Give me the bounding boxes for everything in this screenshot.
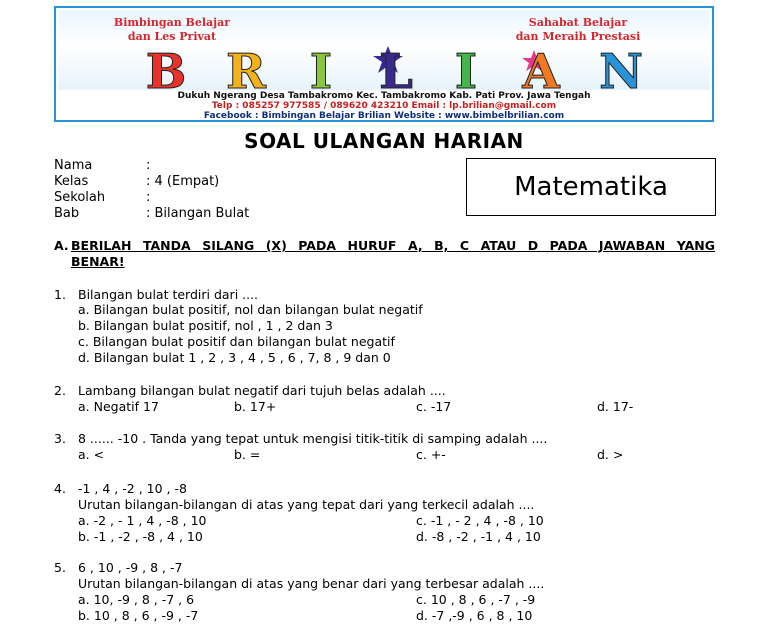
- answer-option[interactable]: b. 17+: [234, 399, 277, 414]
- brilian-logo: [96, 44, 676, 90]
- question-text: Bilangan bulat terdiri dari ....: [78, 287, 259, 302]
- field-value-kelas: : 4 (Empat): [146, 174, 220, 189]
- answer-option[interactable]: c. Bilangan bulat positif dan bilangan bulat negatif: [78, 334, 395, 349]
- banner-address: Dukuh Ngerang Desa Tambakromo Kec. Tambakromo Kab. Pati Prov. Jawa Tengah: [177, 91, 591, 101]
- question-number: 1.: [54, 287, 66, 302]
- field-value-sekolah: :: [146, 190, 151, 205]
- question-number: 5.: [54, 560, 66, 575]
- answer-option[interactable]: c. +-: [416, 447, 446, 462]
- tagline-left: [112, 16, 232, 44]
- answer-option[interactable]: c. -17: [416, 399, 452, 414]
- question-text: Lambang bilangan bulat negatif dari tujuh belas adalah ....: [78, 383, 446, 398]
- field-value-bab: : Bilangan Bulat: [146, 206, 250, 221]
- tagline-left-line2: dan Les Privat: [127, 30, 217, 43]
- logo-letter: I: [454, 44, 478, 90]
- question-text-2: Urutan bilangan-bilangan di atas yang tepat dari yang terkecil adalah ....: [78, 497, 535, 512]
- logo-letter: I: [309, 44, 333, 90]
- question-number: 2.: [54, 383, 66, 398]
- banner-contact: Telp : 085257 977585 / 089620 423210 Email : lp.brilian@gmail.com: [211, 101, 557, 111]
- tagline-right-line1: Sahabat Belajar: [528, 16, 628, 29]
- instruction-line1: BERILAH TANDA SILANG (X) PADA HURUF A, B, C ATAU D PADA JAWABAN YANG: [71, 238, 715, 253]
- field-value-nama: :: [146, 158, 151, 173]
- answer-option[interactable]: b. =: [234, 447, 261, 462]
- question-text: 8 ...... -10 . Tanda yang tepat untuk mengisi titik-titik di samping adalah ....: [78, 431, 548, 446]
- instruction-line2: BENAR!: [71, 254, 125, 269]
- answer-option[interactable]: d. >: [597, 447, 624, 462]
- answer-option[interactable]: a. <: [78, 447, 105, 462]
- answer-option[interactable]: b. 10 , 8 , 6 , -9 , -7: [78, 608, 199, 623]
- logo-letter: A: [522, 44, 560, 90]
- answer-option[interactable]: d. 17-: [597, 399, 634, 414]
- instruction-letter: A.: [54, 238, 69, 253]
- answer-option[interactable]: c. 10 , 8 , 6 , -7 , -9: [416, 592, 536, 607]
- page-title: SOAL ULANGAN HARIAN: [244, 129, 524, 153]
- answer-option[interactable]: b. Bilangan bulat positif, nol , 1 , 2 dan 3: [78, 318, 333, 333]
- tagline-right: [508, 16, 648, 44]
- field-label-kelas: Kelas: [54, 174, 89, 189]
- logo-letter: N: [599, 44, 643, 90]
- header-banner: [54, 6, 714, 122]
- logo-letter: R: [226, 44, 266, 90]
- answer-option[interactable]: d. -7 ,-9 , 6 , 8 , 10: [416, 608, 533, 623]
- logo-letter: B: [145, 44, 187, 90]
- subject-box: Matematika: [466, 158, 716, 216]
- answer-option[interactable]: a. 10, -9 , 8 , -7 , 6: [78, 592, 195, 607]
- question-number: 3.: [54, 431, 66, 446]
- field-label-bab: Bab: [54, 206, 80, 221]
- answer-option[interactable]: a. -2 , - 1 , 4 , -8 , 10: [78, 513, 207, 528]
- answer-option[interactable]: d. Bilangan bulat 1 , 2 , 3 , 4 , 5 , 6 , 7, 8 , 9 dan 0: [78, 350, 391, 365]
- field-label-nama: Nama: [54, 158, 93, 173]
- banner-website: Facebook : Bimbingan Belajar Brilian Website : www.bimbelbrilian.com: [203, 111, 565, 121]
- question-text-2: Urutan bilangan-bilangan di atas yang benar dari yang terbesar adalah ....: [78, 576, 545, 591]
- question-text: -1 , 4 , -2 , 10 , -8: [78, 481, 187, 496]
- answer-option[interactable]: b. -1 , -2 , -8 , 4 , 10: [78, 529, 203, 544]
- answer-option[interactable]: d. -8 , -2 , -1 , 4 , 10: [416, 529, 541, 544]
- question-number: 4.: [54, 481, 66, 496]
- logo-letter: L: [379, 44, 413, 90]
- tagline-right-line2: dan Meraih Prestasi: [515, 30, 641, 43]
- question-text: 6 , 10 , -9 , 8 , -7: [78, 560, 183, 575]
- field-label-sekolah: Sekolah: [54, 190, 106, 205]
- answer-option[interactable]: a. Negatif 17: [78, 399, 159, 414]
- answer-option[interactable]: c. -1 , - 2 , 4 , -8 , 10: [416, 513, 544, 528]
- answer-option[interactable]: a. Bilangan bulat positif, nol dan bilangan bulat negatif: [78, 302, 423, 317]
- tagline-left-line1: Bimbingan Belajar: [113, 16, 231, 29]
